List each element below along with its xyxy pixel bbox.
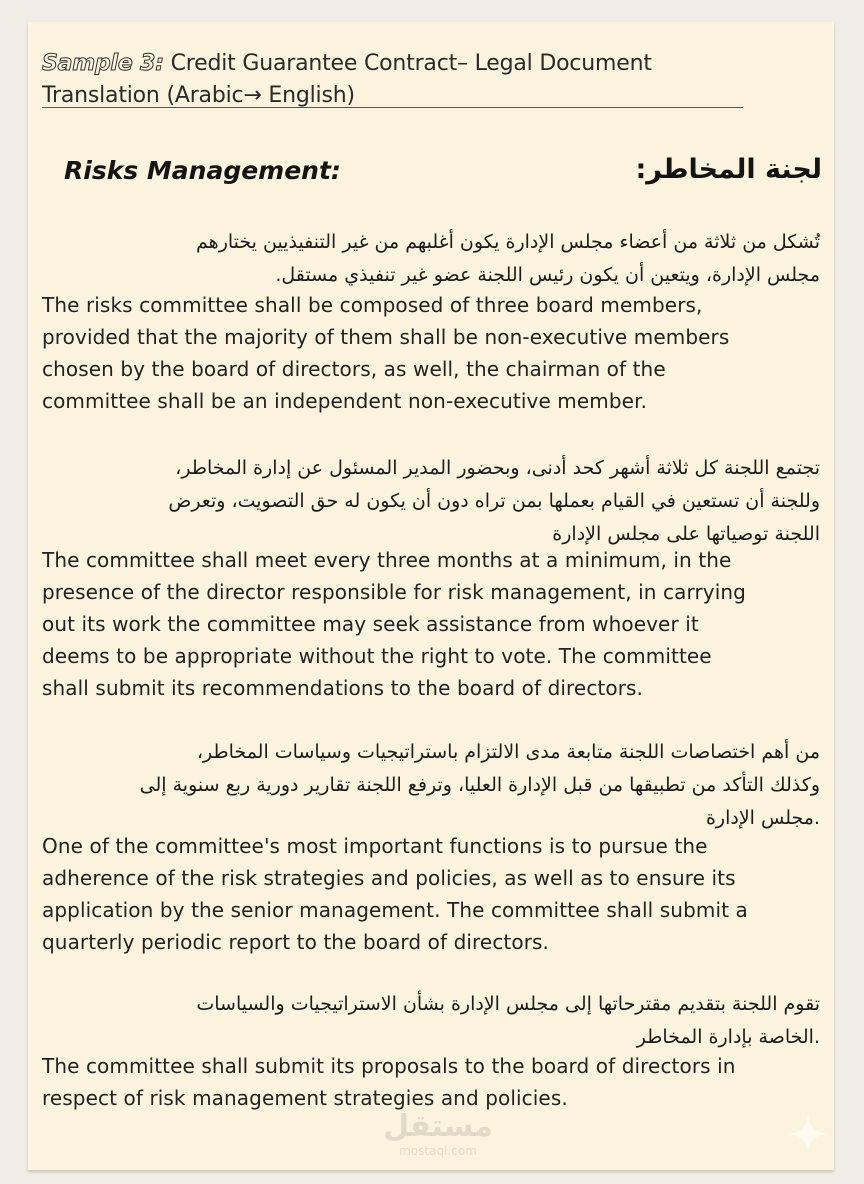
arabic-line: من أهم اختصاصات اللجنة متابعة مدى الالتزام باستراتيجيات وسياسات المخاطر،	[196, 741, 820, 763]
english-line: presence of the director responsible for risk management, in carrying	[42, 580, 746, 604]
english-line: One of the committee's most important functions is to pursue the	[42, 834, 708, 858]
arabic-line: .الخاصة بإدارة المخاطر	[636, 1026, 820, 1048]
paragraph-3-arabic	[40, 736, 820, 835]
header-title-line-2: Translation (Arabic→ English)	[42, 83, 355, 108]
sample-label: Sample 3:	[42, 51, 164, 76]
paragraph-4-arabic	[40, 988, 820, 1054]
paragraph-1-english	[42, 289, 832, 417]
paragraph-4-english	[42, 1050, 832, 1114]
english-line: respect of risk management strategies and policies.	[42, 1086, 568, 1110]
arabic-line: تقوم اللجنة بتقديم مقترحاتها إلى مجلس الإدارة بشأن الاستراتيجيات والسياسات	[196, 993, 820, 1015]
header-line-1	[42, 48, 742, 80]
english-line: The committee shall submit its proposals to the board of directors in	[42, 1054, 736, 1078]
english-line: quarterly periodic report to the board of directors.	[42, 930, 550, 954]
watermark-arabic: مستقل	[383, 1109, 493, 1144]
arabic-line: وكذلك التأكد من تطبيقها من قبل الإدارة العليا، وترفع اللجنة تقارير دورية ربع سنوية إلى	[139, 774, 820, 796]
english-line: chosen by the board of directors, as well, the chairman of the	[42, 357, 666, 381]
section-title-arabic: لجنة المخاطر:	[635, 154, 822, 185]
english-line: out its work the committee may seek assistance from whoever it	[42, 612, 699, 636]
arabic-line: وللجنة أن تستعين في القيام بعملها بمن تراه دون أن يكون له حق التصويت، وتعرض	[168, 490, 820, 512]
document-page	[28, 22, 834, 1170]
arabic-line: مجلس الإدارة، ويتعين أن يكون رئيس اللجنة عضو غير تنفيذي مستقل.	[275, 264, 820, 286]
document-header	[42, 48, 742, 112]
section-title-english: Risks Management:	[64, 156, 341, 185]
paragraph-1-arabic	[40, 226, 820, 292]
english-line: provided that the majority of them shall be non-executive members	[42, 325, 730, 349]
arabic-line: .مجلس الإدارة	[705, 807, 820, 829]
english-line: deems to be appropriate without the right to vote. The committee	[42, 644, 712, 668]
arabic-line: تُشكل من ثلاثة من أعضاء مجلس الإدارة يكون أغلبهم من غير التنفيذيين يختارهم	[196, 231, 820, 253]
arabic-line: اللجنة توصياتها على مجلس الإدارة	[552, 523, 820, 545]
watermark-url: mostaql.com	[399, 1144, 477, 1158]
paragraph-2-arabic	[40, 452, 820, 551]
arabic-line: تجتمع اللجنة كل ثلاثة أشهر كحد أدنى، وبحضور المدير المسئول عن إدارة المخاطر،	[175, 457, 820, 479]
english-line: committee shall be an independent non-executive member.	[42, 389, 648, 413]
sparkle-icon	[786, 1112, 830, 1156]
header-underline	[42, 107, 743, 108]
english-line: shall submit its recommendations to the board of directors.	[42, 676, 644, 700]
mostaql-watermark	[383, 1110, 493, 1158]
paragraph-2-english	[42, 544, 832, 704]
english-line: The committee shall meet every three months at a minimum, in the	[42, 548, 732, 572]
english-line: application by the senior management. The committee shall submit a	[42, 898, 748, 922]
english-line: The risks committee shall be composed of three board members,	[42, 293, 703, 317]
paragraph-3-english	[42, 830, 832, 958]
english-line: adherence of the risk strategies and policies, as well as to ensure its	[42, 866, 736, 890]
header-title-line-1: Credit Guarantee Contract– Legal Document	[170, 51, 652, 76]
